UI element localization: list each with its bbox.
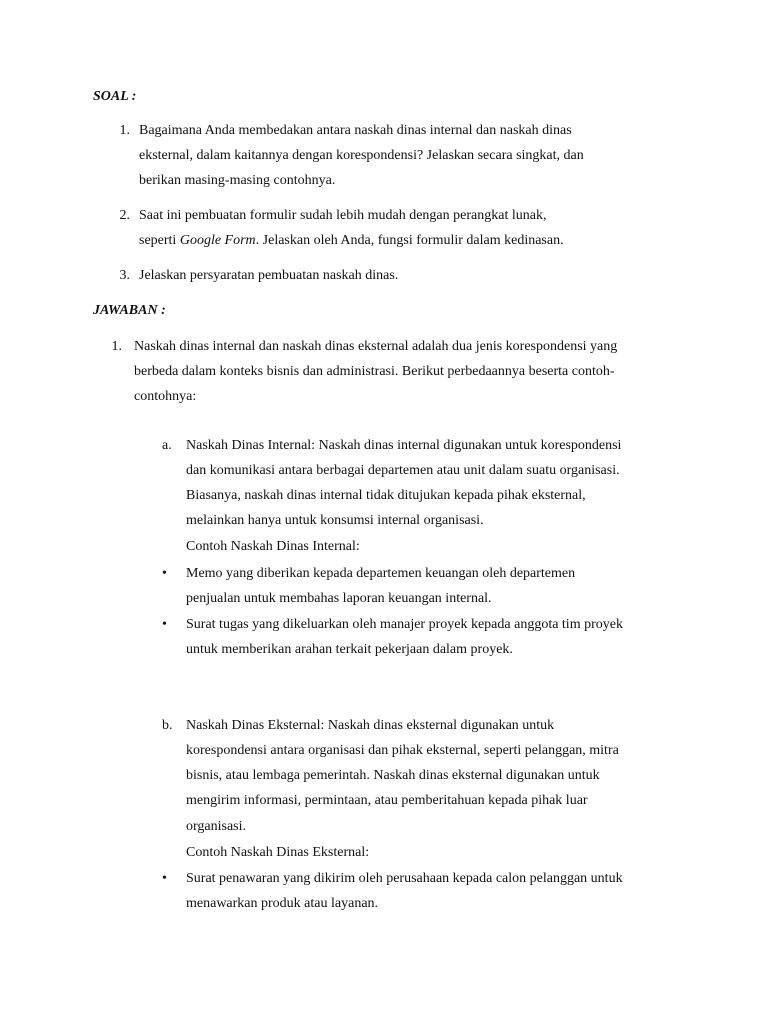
sub-item-b-line-3: bisnis, atau lembaga pemerintah. Naskah dinas eksternal digunakan untuk (186, 768, 600, 783)
sub-item-b-line-2: korespondensi antara organisasi dan pihak eksternal, seperti pelanggan, mitra (186, 743, 619, 758)
a-bullet-1-line-1: Memo yang diberikan kepada departemen keuangan oleh departemen (186, 566, 576, 581)
soal-item-1-line-3: berikan masing-masing contohnya. (139, 173, 336, 188)
soal-heading: SOAL : (93, 89, 137, 104)
a-bullet-2-line-1: Surat tugas yang dikeluarkan oleh manajer proyek kepada anggota tim proyek (186, 617, 623, 632)
jawaban-item-1-line-1: Naskah dinas internal dan naskah dinas eksternal adalah dua jenis korespondensi yang (134, 339, 618, 354)
jawaban-item-1-line-2: berbeda dalam konteks bisnis dan administrasi. Berikut perbedaannya beserta contoh- (134, 364, 615, 379)
soal-item-1-number: 1. (119, 123, 130, 138)
jawaban-item-1-line-3: contohnya: (134, 389, 197, 404)
bullet-icon: • (162, 566, 167, 581)
soal-item-2-line-2-pre: seperti (139, 233, 180, 248)
jawaban-item-1-number: 1. (111, 339, 122, 354)
sub-item-b-line-1: Naskah Dinas Eksternal: Naskah dinas eksternal digunakan untuk (186, 718, 555, 733)
sub-item-a-line-2: dan komunikasi antara berbagai departemen atau unit dalam suatu organisasi. (186, 463, 620, 478)
soal-item-2-line-1: Saat ini pembuatan formulir sudah lebih mudah dengan perangkat lunak, (139, 208, 547, 223)
a-bullet-1-line-2: penjualan untuk membahas laporan keuangan internal. (186, 591, 492, 606)
sub-item-b-label: b. (162, 718, 173, 733)
a-bullet-2-line-2: untuk memberikan arahan terkait pekerjaan dalam proyek. (186, 642, 513, 657)
sub-item-a-label: a. (162, 438, 172, 453)
jawaban-heading: JAWABAN : (93, 303, 166, 318)
sub-item-b-example-label: Contoh Naskah Dinas Eksternal: (186, 845, 370, 860)
soal-item-1-line-1: Bagaimana Anda membedakan antara naskah dinas internal dan naskah dinas (139, 123, 572, 138)
sub-item-a-line-4: melainkan hanya untuk konsumsi internal organisasi. (186, 513, 484, 528)
google-form-text: Google Form (179, 233, 256, 248)
sub-item-a-line-3: Biasanya, naskah dinas internal tidak ditujukan kepada pihak eksternal, (186, 488, 586, 503)
sub-item-b-line-4: mengirim informasi, permintaan, atau pemberitahuan kepada pihak luar (186, 793, 588, 808)
soal-item-2-number: 2. (119, 208, 130, 223)
soal-item-2-line-2 (139, 234, 564, 248)
sub-item-a-line-1: Naskah Dinas Internal: Naskah dinas internal digunakan untuk korespondensi (186, 438, 622, 453)
b-bullet-1-line-2: menawarkan produk atau layanan. (186, 896, 379, 911)
soal-item-2-line-2-post: . Jelaskan oleh Anda, fungsi formulir dalam kedinasan. (255, 233, 564, 248)
bullet-icon: • (162, 617, 167, 632)
sub-item-b-line-5: organisasi. (186, 819, 247, 834)
bullet-icon: • (162, 871, 167, 886)
soal-item-3-line-1: Jelaskan persyaratan pembuatan naskah dinas. (139, 268, 399, 283)
sub-item-a-example-label: Contoh Naskah Dinas Internal: (186, 539, 360, 554)
b-bullet-1-line-1: Surat penawaran yang dikirim oleh perusahaan kepada calon pelanggan untuk (186, 871, 623, 886)
soal-item-3-number: 3. (119, 268, 130, 283)
soal-item-1-line-2: eksternal, dalam kaitannya dengan korespondensi? Jelaskan secara singkat, dan (139, 148, 584, 163)
